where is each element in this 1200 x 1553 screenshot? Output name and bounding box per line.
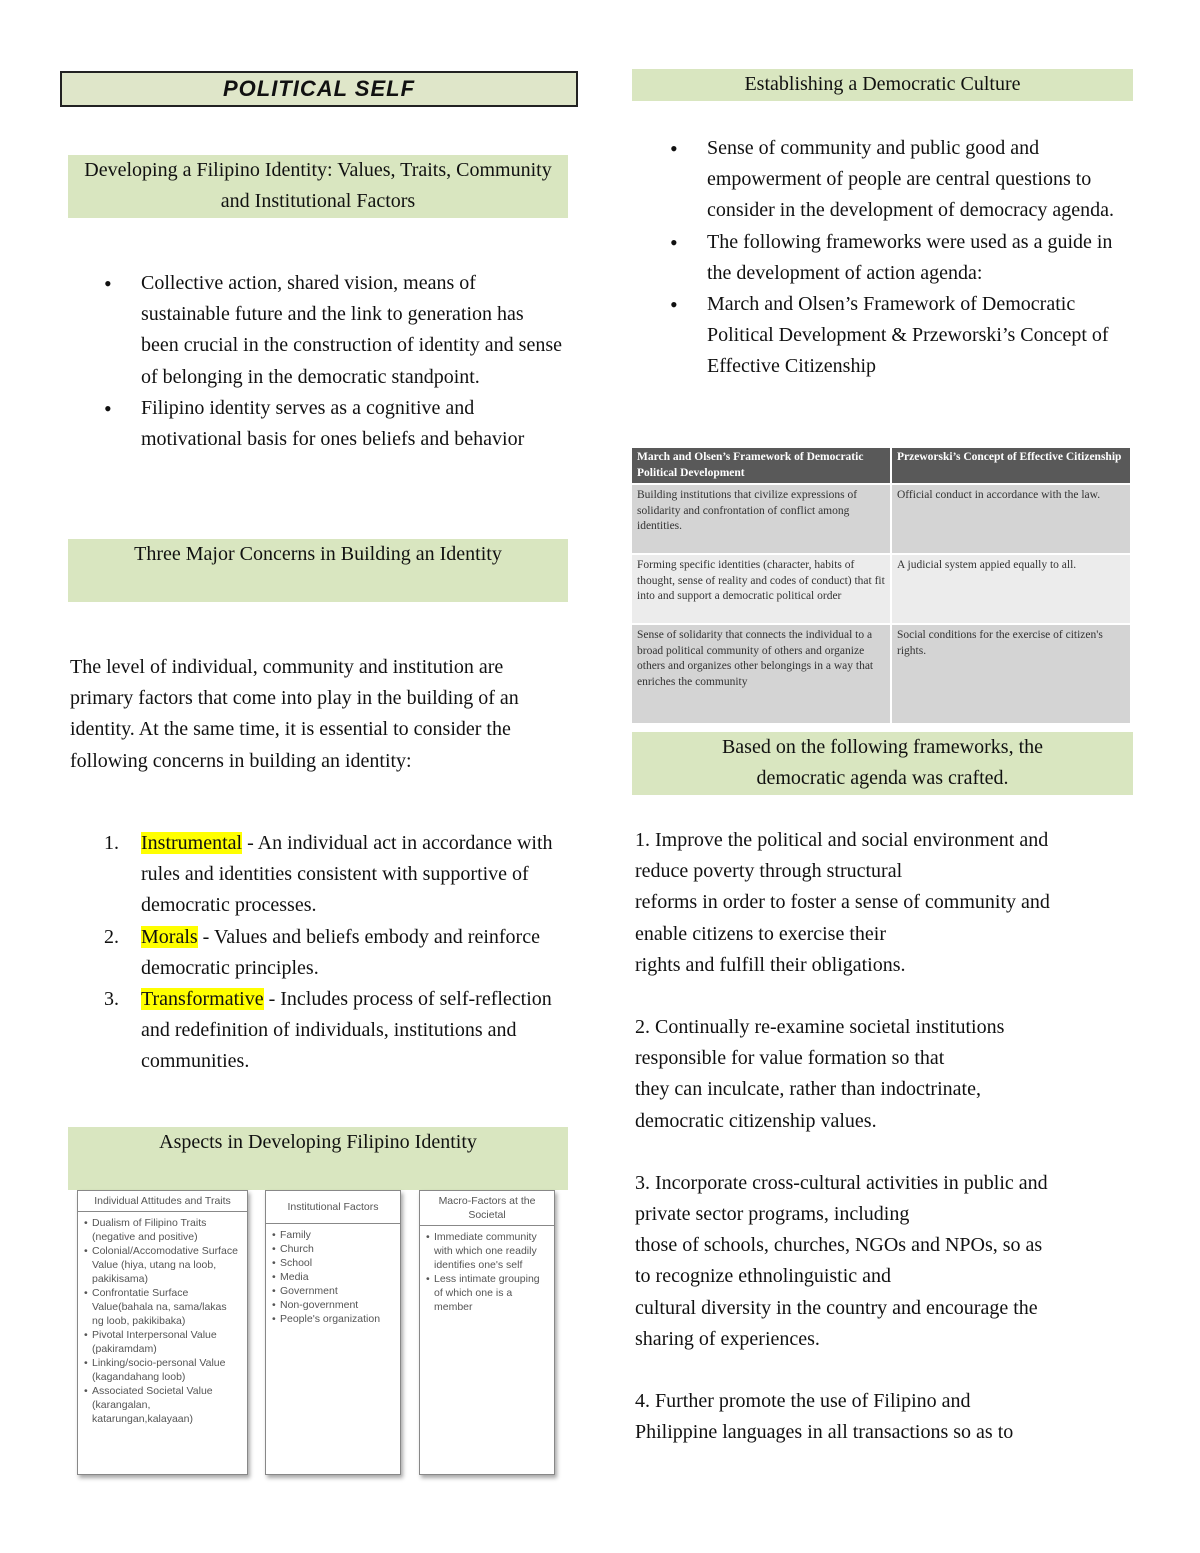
table-row bbox=[632, 624, 1130, 723]
item-description: - Includes process of self-reflection and redefinition of individuals, institutions and communities. bbox=[141, 988, 552, 1073]
band-label: Establishing a Democratic Culture bbox=[744, 73, 1021, 95]
section-band-democratic-agenda bbox=[632, 732, 1133, 795]
section-band-aspects bbox=[68, 1127, 568, 1190]
list-item: • Sense of community and public good and empowerment of people are central questions to consider in the development of democracy agenda. bbox=[670, 133, 1132, 227]
aspect-column-header: Institutional Factors bbox=[266, 1191, 400, 1224]
table-cell: A judicial system appied equally to all. bbox=[891, 554, 1130, 624]
agenda-line: responsible for value formation so that bbox=[635, 1047, 945, 1070]
section-band-filipino-identity bbox=[68, 155, 568, 218]
page-title: POLITICAL SELF bbox=[60, 71, 578, 107]
frameworks-table bbox=[632, 448, 1130, 723]
list-item: • Immediate community with which one readily identifies one's self bbox=[426, 1230, 548, 1272]
list-item: • Associated Societal Value (karangalan, katarungan,kalayaan) bbox=[84, 1384, 241, 1426]
agenda-item bbox=[635, 1168, 1135, 1355]
agenda-line: those of schools, churches, NGOs and NPOs, so as bbox=[635, 1234, 1043, 1257]
highlighted-term: Morals bbox=[141, 925, 198, 948]
aspect-column-header: Individual Attitudes and Traits bbox=[78, 1191, 247, 1212]
list-item: • Colonial/Accomodative Surface Value (hiya, utang na loob, pakikisama) bbox=[84, 1244, 241, 1286]
item-description: - An individual act in accordance with rules and identities consistent with supportive of democratic processes. bbox=[141, 832, 553, 917]
agenda-line: sharing of experiences. bbox=[635, 1327, 820, 1350]
list-item: • Collective action, shared vision, means of sustainable future and the link to generation has been crucial in the construction of identity and sense of belonging in the democratic standpoint. bbox=[104, 268, 564, 393]
list-item: • Church bbox=[272, 1242, 394, 1256]
table-cell: Official conduct in accordance with the law. bbox=[891, 484, 1130, 554]
agenda-line: they can inculcate, rather than indoctrinate, bbox=[635, 1078, 981, 1101]
table-header: Przeworski’s Concept of Effective Citizenship bbox=[891, 448, 1130, 484]
agenda-line: enable citizens to exercise their bbox=[635, 922, 886, 945]
table-row bbox=[632, 554, 1130, 624]
list-item: • People's organization bbox=[272, 1312, 394, 1326]
agenda-line: 3. Incorporate cross-cultural activities in public and bbox=[635, 1171, 1048, 1194]
table-cell: Sense of solidarity that connects the individual to a broad political community of others and organize others and organizes other belongings in a way that enriches the community bbox=[632, 624, 891, 723]
highlighted-term: Transformative bbox=[141, 988, 264, 1011]
agenda-line: cultural diversity in the country and encourage the bbox=[635, 1296, 1038, 1319]
item-description: - Values and beliefs embody and reinforce democratic principles. bbox=[141, 925, 540, 979]
list-item: • March and Olsen’s Framework of Democratic Political Development & Przeworski’s Concept of Effective Citizenship bbox=[670, 289, 1132, 383]
table-cell: Social conditions for the exercise of citizen's rights. bbox=[891, 624, 1130, 723]
list-item bbox=[104, 922, 566, 984]
section-band-democratic-culture bbox=[632, 69, 1133, 101]
item-number: 2. bbox=[104, 925, 119, 948]
list-item bbox=[104, 828, 566, 922]
concerns-intro-paragraph: The level of individual, community and institution are primary factors that come into play in the building of an identity. At the same time, it is essential to consider the following concerns in building an identity: bbox=[70, 656, 519, 772]
aspect-column-institutional bbox=[265, 1190, 401, 1475]
agenda-line: 1. Improve the political and social environment and bbox=[635, 829, 1049, 851]
item-number: 3. bbox=[104, 988, 119, 1011]
list-item: • Media bbox=[272, 1270, 394, 1284]
table-cell: Forming specific identities (character, habits of thought, sense of reality and codes of conduct) that fit into and support a democratic political order bbox=[632, 554, 891, 624]
list-item: • Government bbox=[272, 1284, 394, 1298]
highlighted-term: Instrumental bbox=[141, 832, 243, 854]
aspect-column-macro bbox=[419, 1190, 555, 1475]
list-item: • Non-government bbox=[272, 1298, 394, 1312]
list-item: • Pivotal Interpersonal Value (pakiramdam) bbox=[84, 1328, 241, 1356]
list-item: • Filipino identity serves as a cognitive and motivational basis for ones beliefs and behavior bbox=[104, 393, 564, 455]
agenda-line: reduce poverty through structural bbox=[635, 860, 903, 883]
agenda-line: reforms in order to foster a sense of community and bbox=[635, 891, 1050, 914]
section-band-three-concerns bbox=[68, 539, 568, 602]
list-item: • School bbox=[272, 1256, 394, 1270]
list-item: • Family bbox=[272, 1228, 394, 1242]
list-item: • Confrontatie Surface Value(bahala na, sama/lakas ng loob, pakikibaka) bbox=[84, 1286, 241, 1328]
item-number: 1. bbox=[104, 832, 119, 854]
agenda-line: Philippine languages in all transactions so as to bbox=[635, 1421, 1014, 1444]
agenda-line: democratic citizenship values. bbox=[635, 1109, 877, 1132]
frameworks-table-wrapper bbox=[632, 448, 1130, 723]
list-item: • Less intimate grouping of which one is a member bbox=[426, 1272, 548, 1314]
agenda-item bbox=[635, 1386, 1135, 1448]
democratic-culture-bullet-list bbox=[670, 133, 1132, 383]
table-header: March and Olsen’s Framework of Democratic Political Development bbox=[632, 448, 891, 484]
band-label: Developing a Filipino Identity: Values, Traits, Community and Institutional Factors bbox=[84, 159, 552, 212]
table-row bbox=[632, 484, 1130, 554]
agenda-item bbox=[635, 825, 1135, 981]
list-item: • Linking/socio-personal Value (kagandahang loob) bbox=[84, 1356, 241, 1384]
agenda-line: rights and fulfill their obligations. bbox=[635, 953, 906, 976]
agenda-line: 2. Continually re-examine societal institutions bbox=[635, 1016, 1005, 1039]
list-item: • Dualism of Filipino Traits (negative and positive) bbox=[84, 1216, 241, 1244]
agenda-line: 4. Further promote the use of Filipino and bbox=[635, 1390, 971, 1413]
band-label: Aspects in Developing Filipino Identity bbox=[159, 1131, 477, 1153]
aspect-column-header: Macro-Factors at the Societal bbox=[420, 1191, 554, 1226]
list-item: • The following frameworks were used as a guide in the development of action agenda: bbox=[670, 227, 1132, 289]
aspect-column-individual bbox=[77, 1190, 248, 1475]
agenda-list bbox=[635, 825, 1135, 1448]
list-item bbox=[104, 984, 566, 1078]
band-label: Three Major Concerns in Building an Identity bbox=[134, 543, 502, 565]
table-cell: Building institutions that civilize expressions of solidarity and confrontation of conflict among identities. bbox=[632, 484, 891, 554]
band-label: Based on the following frameworks, the democratic agenda was crafted. bbox=[721, 736, 1044, 789]
agenda-item bbox=[635, 1012, 1135, 1137]
agenda-line: to recognize ethnolinguistic and bbox=[635, 1265, 892, 1288]
identity-bullet-list bbox=[104, 268, 564, 455]
concerns-numbered-list bbox=[104, 828, 566, 1078]
agenda-line: private sector programs, including bbox=[635, 1203, 910, 1226]
